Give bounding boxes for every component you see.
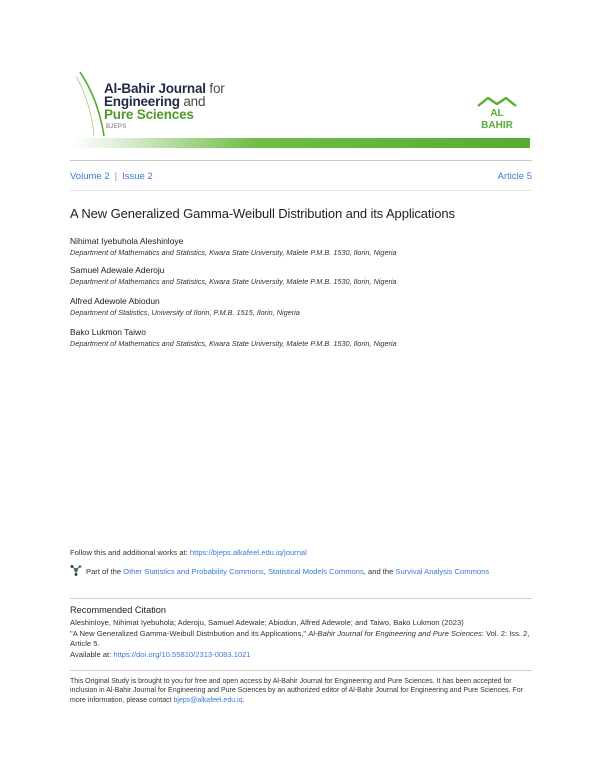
header-green-band — [72, 138, 530, 148]
divider — [70, 160, 532, 161]
volume-link[interactable]: Volume 2 — [70, 171, 110, 182]
part-of-sep1: , — [263, 567, 266, 576]
journal-line2-light: and — [183, 94, 206, 109]
author-affiliation: Department of Mathematics and Statistics, Kwara State University, Malete P.M.B. 1530, Ilorin, Nigeria — [70, 339, 397, 348]
open-access-notice — [70, 677, 540, 705]
issue-info — [70, 171, 532, 182]
follow-link[interactable]: https://bjeps.alkafeel.edu.iq/journal — [189, 548, 307, 557]
article-link[interactable]: Article 5 — [497, 171, 532, 182]
divider — [70, 670, 532, 671]
journal-line1-bold: Al-Bahir Journal — [104, 81, 206, 96]
citation-title-line — [70, 629, 540, 650]
divider — [70, 598, 532, 599]
citation-title: "A New Generalized Gamma-Weibull Distribution and its Applications," — [70, 628, 307, 638]
recommended-citation — [70, 618, 540, 660]
author-affiliation: Department of Statistics, University of Ilorin, P.M.B. 1515, Ilorin, Nigeria — [70, 308, 300, 317]
author-name: Bako Lukmon Taiwo — [70, 327, 146, 337]
part-of-prefix: Part of the — [86, 567, 122, 576]
journal-line3: Pure Sciences — [104, 107, 194, 122]
issue-link[interactable]: Issue 2 — [122, 171, 153, 182]
citation-authors: Aleshinloye, Nihimat Iyebuhola; Aderoju, Samuel Adewale; Abiodun, Alfred Adewole; and Taiwo, Bako Lukmon (2023) — [70, 618, 464, 627]
author-affiliation: Department of Mathematics and Statistics, Kwara State University, Malete P.M.B. 1530, Ilorin, Nigeria — [70, 248, 397, 257]
part-of-link-survival-analysis[interactable]: Survival Analysis Commons — [395, 567, 490, 576]
citation-journal: Al-Bahir Journal for Engineering and Pure Sciences — [308, 628, 482, 638]
part-of-link-other-statistics[interactable]: Other Statistics and Probability Commons — [123, 567, 264, 576]
part-of-text — [70, 566, 536, 577]
journal-line1-light: for — [209, 81, 225, 96]
author-name: Nihimat Iyebuhola Aleshinloye — [70, 236, 184, 246]
doi-link[interactable]: https://doi.org/10.55810/2313-0083.1021 — [113, 649, 251, 659]
notice-text: This Original Study is brought to you for free and open access by Al-Bahir Journal for Engineering and Pure Sciences. It has been accepted for inclusion in Al-Bahir Journal for Engineering and Pure Sciences by an authorized editor of Al-Bahir Journal for Engineering and Pure Sciences. For more information, please contact — [70, 678, 523, 704]
brand-logo-bottom-text: BAHIR — [481, 120, 513, 131]
journal-line2-bold: Engineering — [104, 94, 180, 109]
divider — [70, 190, 532, 191]
follow-line — [70, 548, 307, 557]
author-affiliation: Department of Mathematics and Statistics, Kwara State University, Malete P.M.B. 1530, Ilorin, Nigeria — [70, 277, 397, 286]
citation-volume: : Vol. 2: Iss. 2, Article 5. — [70, 628, 530, 648]
part-of-sep2: , and the — [363, 567, 394, 576]
al-bahir-brand-icon — [474, 92, 520, 132]
available-prefix: Available at: — [70, 649, 112, 659]
journal-abbreviation: BJEPS — [106, 124, 127, 130]
author-name: Alfred Adewole Abiodun — [70, 296, 160, 306]
author-name: Samuel Adewale Aderoju — [70, 265, 165, 275]
part-of-link-statistical-models[interactable]: Statistical Models Commons — [267, 567, 364, 576]
journal-name — [104, 82, 225, 121]
citation-available — [70, 650, 540, 661]
recommended-citation-heading: Recommended Citation — [70, 605, 167, 615]
contact-email-link[interactable]: bjeps@alkafeel.edu.iq — [173, 696, 243, 704]
brand-logo-top-text: AL — [490, 108, 504, 119]
issue-separator: | — [114, 171, 118, 182]
notice-end: . — [242, 696, 245, 704]
follow-prefix: Follow this and additional works at: — [70, 548, 188, 557]
article-title: A New Generalized Gamma-Weibull Distribution and its Applications — [70, 206, 455, 221]
